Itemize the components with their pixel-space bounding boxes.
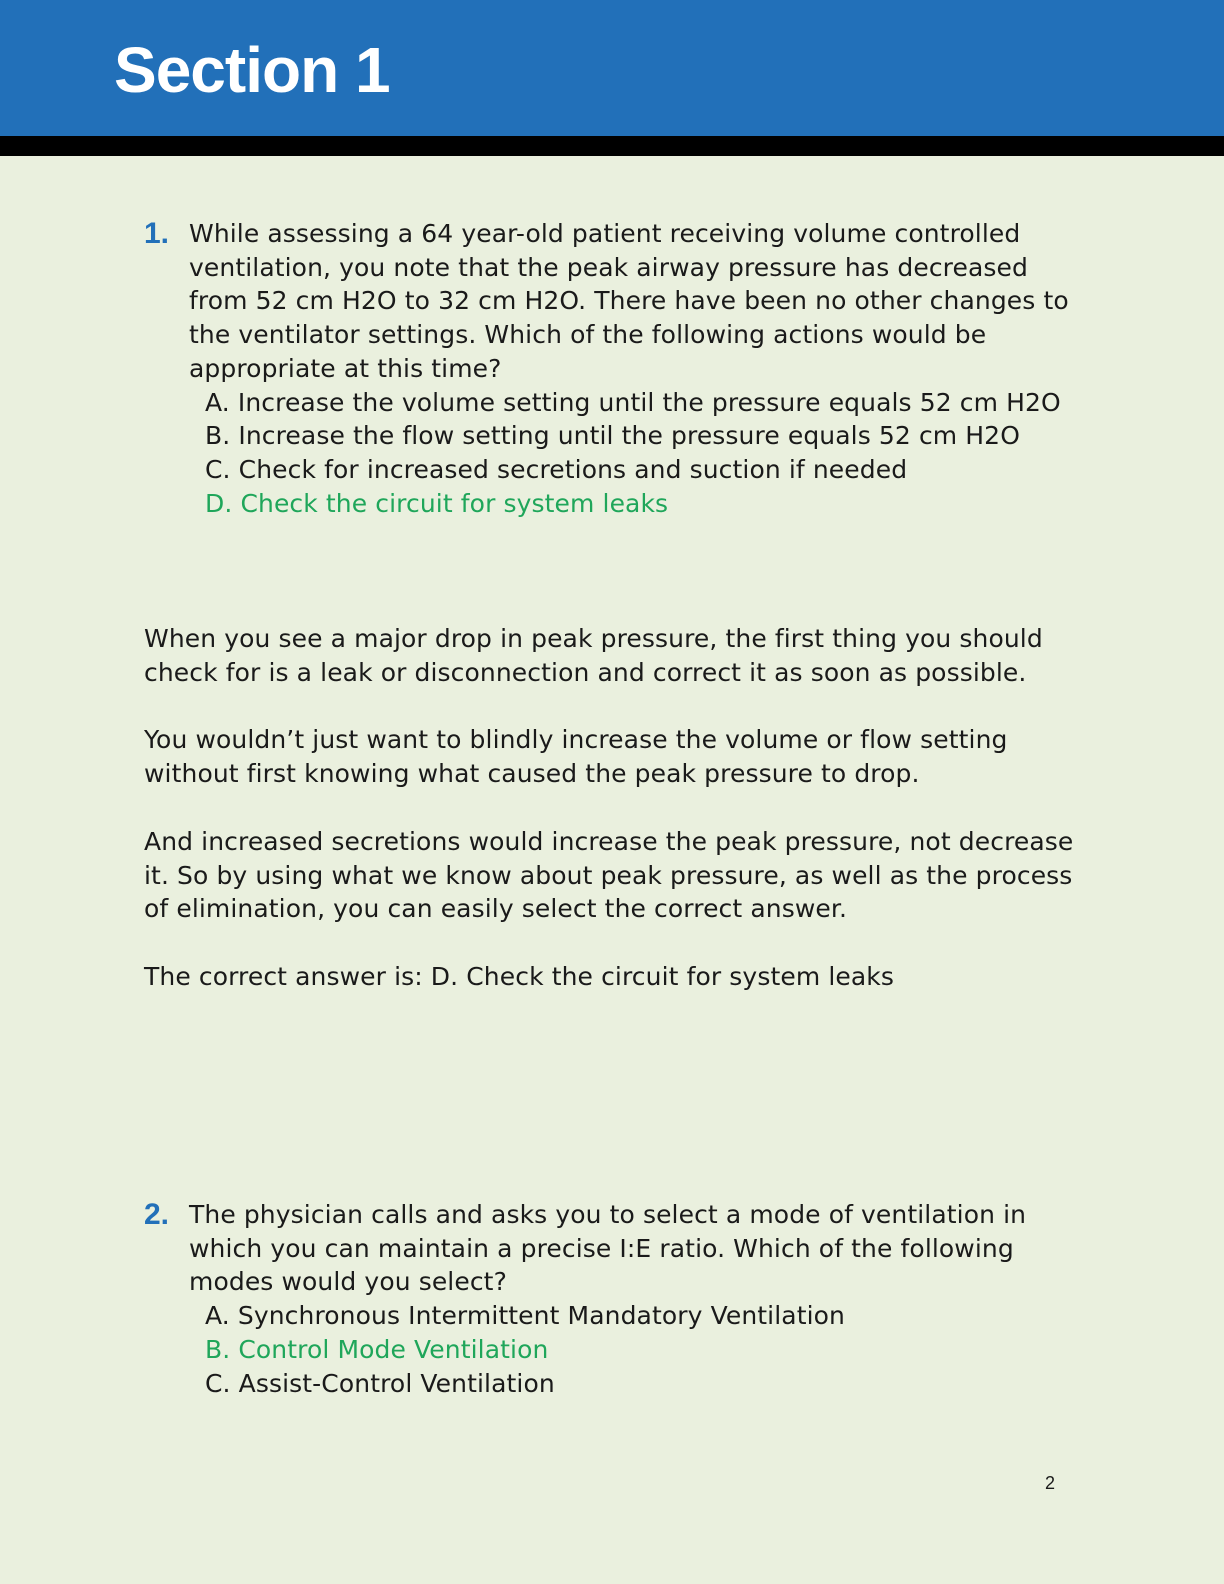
question-stem: The physician calls and asks you to select a mode of ventilation in which you can maintain a precise I:E ratio. Which of the following modes would you select? — [189, 1200, 1027, 1297]
explanation-paragraph: When you see a major drop in peak pressure, the first thing you should check for is a leak or disconnection and correct it as soon as possible. — [144, 624, 1043, 687]
question-2 — [144, 1198, 1084, 1400]
option-a: A. Increase the volume setting until the pressure equals 52 cm H2O — [205, 387, 1061, 417]
section-title: Section 1 — [114, 34, 390, 106]
question-number: 2. — [144, 1198, 170, 1231]
explanation-1 — [144, 622, 1084, 994]
option-d-correct: D. Check the circuit for system leaks — [205, 488, 669, 518]
header-divider — [0, 136, 1224, 156]
answer-options — [205, 1299, 1084, 1400]
explanation-paragraph: And increased secretions would increase the peak pressure, not decrease it. So by using what we know about peak pressure, as well as the process of elimination, you can easily select the correct answer. — [144, 826, 1074, 924]
question-number: 1. — [144, 217, 170, 250]
option-b: B. Increase the flow setting until the pressure equals 52 cm H2O — [205, 421, 1020, 451]
question-1 — [144, 217, 1084, 520]
option-b-correct: B. Control Mode Ventilation — [205, 1334, 549, 1364]
correct-answer-line: The correct answer is: D. Check the circuit for system leaks — [144, 961, 894, 991]
option-c: C. Assist-Control Ventilation — [205, 1368, 555, 1398]
header-band — [0, 0, 1224, 136]
question-stem: While assessing a 64 year-old patient receiving volume controlled ventilation, you note that the peak airway pressure has decreased from 52 cm H2O to 32 cm H2O. There have been no other changes to the ventilator settings. Which of the following actions would be appropriate at this time? — [189, 219, 1069, 383]
answer-options — [205, 386, 1084, 521]
explanation-paragraph: You wouldn’t just want to blindly increase the volume or flow setting without first knowing what caused the peak pressure to drop. — [144, 725, 1008, 789]
page-number: 2 — [1045, 1473, 1056, 1493]
option-a: A. Synchronous Intermittent Mandatory Ventilation — [205, 1301, 845, 1331]
option-c: C. Check for increased secretions and suction if needed — [205, 454, 908, 484]
